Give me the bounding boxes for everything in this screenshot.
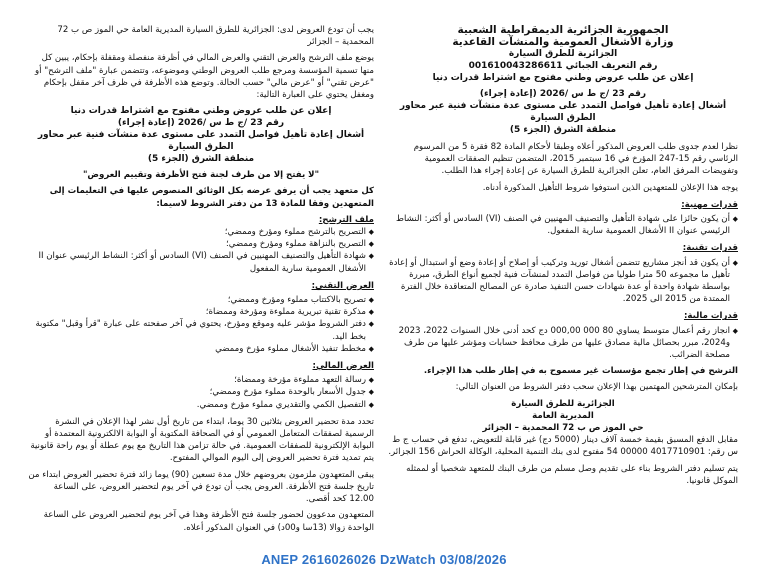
header-subject: أشغال إعادة تأهيل فواصل التمدد على مستوى عدة منشآت فنية عبر محاور الطرق السيارة bbox=[399, 101, 727, 123]
financial-offer-title: العرض المالي: bbox=[312, 361, 374, 372]
opening-paragraph: المتعهدون مدعوون لحضور جلسة فتح الأظرفة وهذا في آخر يوم لتحضير العروض على الساعة الواحدة زوالا (13سا و00د) في العنوان المذكور أعلاه. bbox=[43, 510, 374, 533]
validity-paragraph: يبقى المتعهدون ملزمون بعروضهم خلال مدة تسعين (90) يوما زائد فترة تحضير العروض ابتداء من تاريخ جلسة فتح الأظرفة. العروض يجب أن تودع في آخر يوم لتحضير العروض، على الساعة 12.00 كحد أقصى. bbox=[28, 469, 374, 505]
list-item: ◆ شهادة التأهيل والتصنيف المهنيين في الصنف (VI) السادس أو أكثر: النشاط الرئيسي عنوان II الأشغال العمومية سارية المفعول bbox=[28, 250, 374, 274]
payment-paragraph: مقابل الدفع المسبق بقيمة خمسة آلاف دينار (5000 دج) غير قابلة للتعويض، تدفع في حساب ج ط س رقم: 4017710901 00000 54 مفتوح لدى بنك التنمية المحلية، الوكالة الحراش 156 الجزائر. bbox=[388, 435, 738, 458]
header-zone: منطقة الشرق (الجزء 5) bbox=[509, 125, 617, 135]
header-republic: الجمهورية الجزائرية الديمقراطية الشعبية bbox=[457, 24, 669, 36]
professional-capacity-text: ◆ أن يكون حائزا على شهادة التأهيل والتصنيف المهنيين في الصنف (VI) السادس أو أكثر: النشاط الرئيسي عنوان II الأشغال العمومية سارية المفعول. bbox=[388, 213, 738, 237]
header-agency: الجزائرية للطرق السيارة bbox=[508, 49, 618, 59]
technical-capacity-text: ◆ أن يكون قد أنجز مشاريع تتضمن أشغال توريد وتركيب أو إصلاح أو إعادة وضع أو استبدال أو إعادة تأهيل ما مجموعه 50 مترا طوليا من فواصل التمدد لمنشآت فنية لجميع أنواع الطرق، مبررة بواسطة شهادة واحدة أو عدة شهادات حسن التنفيذ صادرة عن المصالح المتعاقدة خلال الفترة الممتدة من 2015 الى 2025. bbox=[388, 257, 738, 306]
outer-title: إعلان عن طلب عروض وطني مفتوح مع اشتراط قدرات دنيا bbox=[70, 106, 332, 117]
duration-paragraph: تحدد مدة تحضير العروض بثلاثين 30 يوما، ابتداء من تاريخ أول نشر لهذا الإعلان في النشرة الرسمية لصفقات المتعامل العمومي أو في الصحافة المكتوبة أو البوابة الالكترونية المعتمدة أو البوابة الإلكترونية للصفقات العمومية. في حالة تزامن هذا التاريخ مع يوم عطلة أو يوم راحة قانونية يتم تمديد فترة تحضير العروض إلى اليوم الموالي المفتوح. bbox=[30, 416, 374, 464]
list-item: ◆ مذكرة تقنية تبريرية مملوءة ومؤرخة وممضاة؛ bbox=[28, 306, 374, 318]
publication-footer: ANEP 2616026026 DzWatch 03/08/2026 bbox=[261, 552, 507, 567]
list-item: ◆ دفتر الشروط مؤشر عليه وموقع ومؤرخ، يحتوي في آخر صفحته على عبارة "قرأ وقبل" مكتوبة بخط اليد. bbox=[28, 318, 374, 342]
candidacy-title: ملف الترشح: bbox=[318, 214, 374, 225]
intro-paragraph: نظرا لعدم جدوى طلب العروض المذكور أعلاه وطبقا لأحكام المادة 82 فقرة 5 من المرسوم الرئاسي رقم 15-247 المؤرخ في 16 سبتمبر 2015، المتضمن تنظيم الصفقات العمومية وتفويضات المرفق العام، تعلن الجزائرية للطرق السيارة عن إعادة إجراء هذا الطلب. bbox=[413, 142, 738, 177]
right-column bbox=[388, 24, 738, 491]
list-item: ◆ مخطط تنفيذ الأشغال مملوء مؤرخ وممضي bbox=[28, 343, 374, 355]
left-column bbox=[28, 24, 374, 538]
financial-capacity-title: قدرات مالية: bbox=[683, 311, 738, 322]
header-notice-title: إعلان عن طلب عروض وطني مفتوح مع اشتراط قدرات دنيا bbox=[432, 73, 694, 83]
technical-offer-title: العرض التقني: bbox=[311, 280, 374, 291]
withdraw-notice: بإمكان المترشحين المهتمين بهذا الإعلان سحب دفتر الشروط من العنوان التالي: bbox=[455, 382, 738, 393]
address-directorate: المديرية العامة bbox=[532, 410, 594, 421]
list-item: ◆ رسالة التعهد مملوءة مؤرخة وممضاة؛ bbox=[28, 374, 374, 386]
professional-capacity-title: قدرات مهنية: bbox=[681, 199, 738, 210]
technical-capacity-title: قدرات تقنية: bbox=[682, 243, 738, 254]
list-item: ◆ جدول الأسعار بالوحدة مملوء مؤرخ وممضي؛ bbox=[28, 386, 374, 398]
collect-paragraph: يتم تسليم دفتر الشروط بناء على تقديم وصل مسلم من طرف البنك للمتعهد شخصيا أو لممثله الموكل قانونيا. bbox=[406, 463, 738, 486]
list-item: ◆ التصريح بالنزاهة مملوء ومؤرخ وممضي؛ bbox=[28, 238, 374, 250]
list-item: ◆ التصريح بالترشح مملوء ومؤرخ وممضي؛ bbox=[28, 226, 374, 238]
announcement-header bbox=[388, 24, 738, 136]
header-tax-id: رقم التعريف الجبائي 001610043286611 bbox=[468, 61, 658, 71]
list-item: ◆ التفصيل الكمي والتقديري مملوء مؤرخ وممضي. bbox=[28, 399, 374, 411]
grouping-notice: الترشح في إطار تجمع مؤسسات غير مسموح به في إطار طلب هذا الإجراء. bbox=[423, 366, 738, 377]
documents-intro: كل متعهد يجب أن يرفق عرضه بكل الوثائق المنصوص عليها في التعليمات إلى المتعهدين وفقا للمادة 13 من دفتر الشروط لاسيما: bbox=[49, 186, 374, 209]
outer-zone: منطقة الشرق (الجزء 5) bbox=[147, 154, 255, 165]
outer-envelope-text bbox=[28, 105, 374, 165]
envelopes-paragraph: يوضع ملف الترشح والعرض التقني والعرض المالي في أظرفة منفصلة ومقفلة بإحكام، يبين كل منها تسمية المؤسسة ومرجع طلب العروض الوطني وموضوعه، وتتضمن عبارة "ملف الترشح" أو "عرض تقني" أو "عرض مالي" حسب الحالة. وتوضع هذه الأظرفة في ظرف آخر مقفل بإحكام ومغفل يحتوي على العبارة التالية: bbox=[34, 53, 374, 101]
financial-capacity-text: ◆ انجاز رقم أعمال متوسط يساوي 80 000 000,00 دج كحد أدنى خلال السنوات 2022، 2023 و2024، مبرر بحصائل مالية مصادق عليها من طرف محافظ حسابات ومؤشر عليها من طرف مصلحة الضرائب. bbox=[388, 325, 738, 362]
outer-subject: أشغال إعادة تأهيل فواصل التمدد على مستوى عدة منشآت فنية عبر محاور الطرق السيارة bbox=[37, 130, 365, 153]
invite-paragraph: يوجه هذا الإعلان للمتعهدين الذين استوفوا شروط التأهيل المذكورة أدناه. bbox=[482, 182, 738, 193]
address-block bbox=[388, 398, 738, 435]
header-ministry: وزارة الأشغال العمومية والمنشآت القاعدية bbox=[452, 36, 674, 48]
address-street: حي الموز ص ب 72 المحمدية – الجزائر bbox=[482, 423, 644, 434]
list-item: ◆ تصريح بالاكتتاب مملوء ومؤرخ وممضي؛ bbox=[28, 294, 374, 306]
address-agency: الجزائرية للطرق السيارة bbox=[511, 398, 615, 409]
outer-reference: رقم 23 /ج ط س /2026 (إعادة إجراء) bbox=[117, 118, 285, 129]
header-reference: رقم 23 /ج ط س /2026 (إعادة إجراء) bbox=[479, 89, 647, 99]
submission-address: يجب أن تودع العروض لدى: الجزائرية للطرق السيارة المديرية العامة حي الموز ص ب 72 المحمدية – الجزائر bbox=[57, 25, 374, 48]
no-open-notice: "لا يفتح إلا من طرف لجنة فتح الأظرفة وتقييم العروض" bbox=[82, 170, 320, 181]
